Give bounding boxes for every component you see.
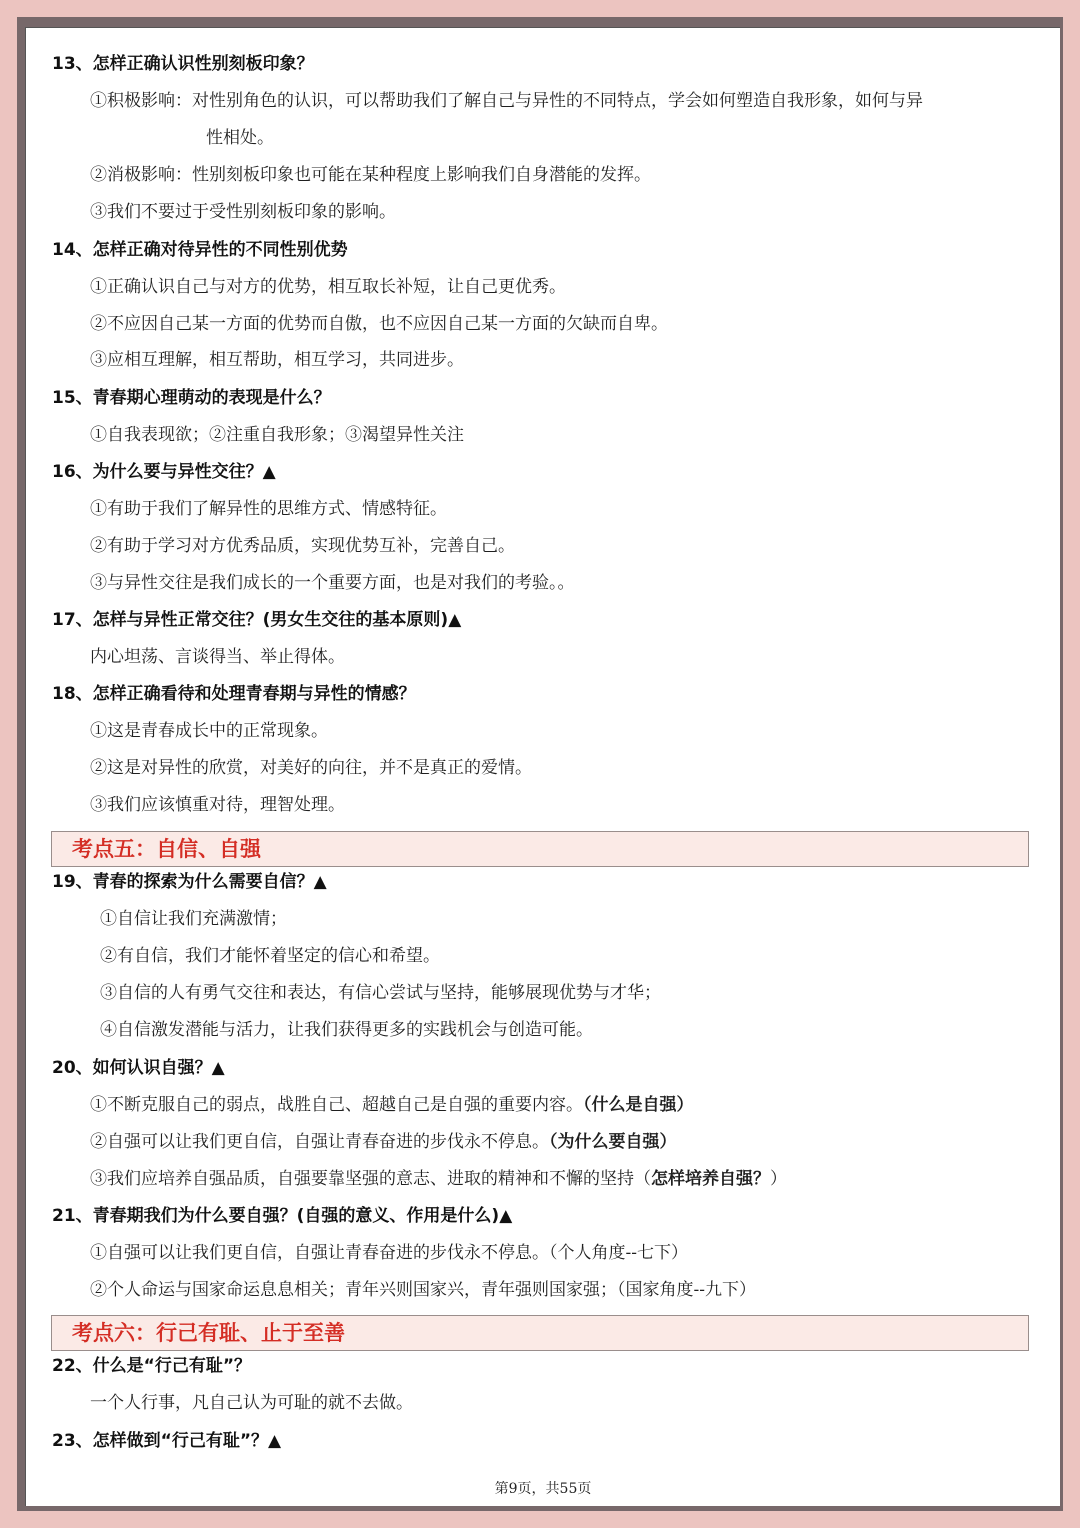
- page-footer: 第9页，共55页: [494, 1481, 592, 1497]
- answer-18-3: ③我们应该慎重对待，理智处理。: [90, 795, 345, 815]
- answer-20-3: [90, 1168, 787, 1190]
- answer-21-1: ①自强可以让我们更自信，自强让青春奋进的步伐永不停息。（个人角度--七下）: [90, 1243, 688, 1263]
- question-16: 16、为什么要与异性交往？▲: [52, 462, 276, 482]
- answer-20-2-note: （为什么要自强）: [549, 1132, 677, 1152]
- answer-19-2: ②有自信，我们才能怀着坚定的信心和希望。: [100, 946, 440, 966]
- question-21: 21、青春期我们为什么要自强？(自强的意义、作用是什么)▲: [52, 1206, 513, 1226]
- question-13: 13、怎样正确认识性别刻板印象？: [52, 54, 314, 74]
- question-15: 15、青春期心理萌动的表现是什么？: [52, 388, 331, 408]
- answer-16-2: ②有助于学习对方优秀品质，实现优势互补，完善自己。: [90, 536, 515, 556]
- question-20: 20、如何认识自强？▲: [52, 1058, 225, 1078]
- section-header-six: [51, 1315, 1029, 1351]
- answer-20-3-text: ③我们应培养自强品质，自强要靠坚强的意志、进取的精神和不懈的坚持（: [90, 1169, 651, 1189]
- question-17: 17、怎样与异性正常交往？(男女生交往的基本原则)▲: [52, 610, 462, 630]
- answer-14-2: ②不应因自己某一方面的优势而自傲，也不应因自己某一方面的欠缺而自卑。: [90, 314, 668, 334]
- section-title-five: 考点五：自信、自强: [72, 837, 261, 861]
- answer-13-1-cont: 性相处。: [206, 128, 274, 148]
- answer-13-1: ①积极影响：对性别角色的认识，可以帮助我们了解自己与异性的不同特点，学会如何塑造自我形象，如何与异: [90, 91, 923, 111]
- question-23: 23、怎样做到“行己有耻”？▲: [52, 1431, 282, 1451]
- answer-20-1: [90, 1094, 694, 1116]
- answer-16-3: ③与异性交往是我们成长的一个重要方面，也是对我们的考验。。: [90, 573, 575, 593]
- answer-15-1: ①自我表现欲；②注重自我形象；③渴望异性关注: [90, 425, 464, 445]
- question-18: 18、怎样正确看待和处理青春期与异性的情感？: [52, 684, 416, 704]
- answer-14-1: ①正确认识自己与对方的优势，相互取长补短，让自己更优秀。: [90, 277, 566, 297]
- answer-19-1: ①自信让我们充满激情；: [100, 909, 287, 929]
- answer-18-2: ②这是对异性的欣赏，对美好的向往，并不是真正的爱情。: [90, 758, 532, 778]
- answer-13-2: ②消极影响：性别刻板印象也可能在某种程度上影响我们自身潜能的发挥。: [90, 165, 651, 185]
- answer-16-1: ①有助于我们了解异性的思维方式、情感特征。: [90, 499, 447, 519]
- section-header-five: [51, 831, 1029, 867]
- question-14: 14、怎样正确对待异性的不同性别优势: [52, 240, 348, 260]
- answer-14-3: ③应相互理解，相互帮助，相互学习，共同进步。: [90, 350, 464, 370]
- answer-20-1-text: ①不断克服自己的弱点，战胜自己、超越自己是自强的重要内容。: [90, 1095, 583, 1115]
- section-title-six: 考点六：行己有耻、止于至善: [72, 1321, 345, 1345]
- answer-20-1-note: （什么是自强）: [583, 1095, 694, 1115]
- answer-22-1: 一个人行事，凡自己认为可耻的就不去做。: [90, 1393, 413, 1413]
- answer-21-2: ②个人命运与国家命运息息相关；青年兴则国家兴，青年强则国家强；（国家角度--九下）: [90, 1280, 756, 1300]
- document-page: [25, 27, 1060, 1506]
- answer-20-3-note: 怎样培养自强？: [651, 1169, 770, 1189]
- answer-13-3: ③我们不要过于受性别刻板印象的影响。: [90, 202, 396, 222]
- question-22: 22、什么是“行己有耻”？: [52, 1356, 252, 1376]
- answer-20-2: [90, 1131, 677, 1153]
- answer-20-2-text: ②自强可以让我们更自信，自强让青春奋进的步伐永不停息。: [90, 1132, 549, 1152]
- answer-20-3-tail: ）: [770, 1169, 787, 1189]
- question-19: 19、青春的探索为什么需要自信？▲: [52, 872, 327, 892]
- answer-17-1: 内心坦荡、言谈得当、举止得体。: [90, 647, 345, 667]
- answer-19-3: ③自信的人有勇气交往和表达，有信心尝试与坚持，能够展现优势与才华；: [100, 983, 661, 1003]
- answer-19-4: ④自信激发潜能与活力，让我们获得更多的实践机会与创造可能。: [100, 1020, 593, 1040]
- answer-18-1: ①这是青春成长中的正常现象。: [90, 721, 328, 741]
